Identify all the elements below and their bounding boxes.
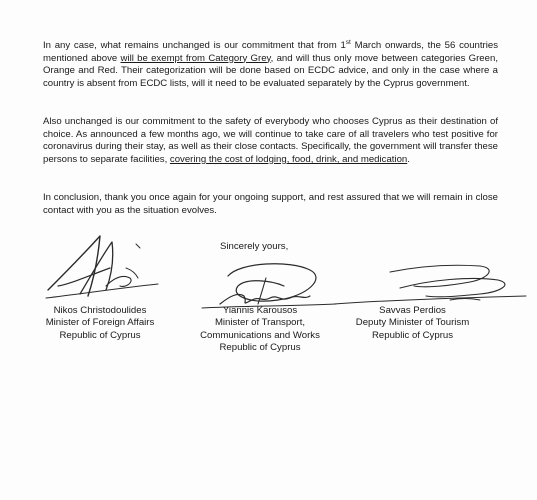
- signatory-2-name: Yiannis Karousos: [222, 305, 298, 316]
- signatory-3: [340, 305, 485, 342]
- p1-text-c: , and will thus only move between categories Green, Orange and Red. Their categorization will be done based on ECDC advice, and only in the case where a country is absent from ECDC lists, will it need to be evaluated separately by the Cyprus government.: [43, 52, 498, 89]
- paragraph-commitment: [43, 40, 498, 90]
- signatory-2-title: Minister of Transport,: [214, 317, 306, 329]
- signatory-1-country: Republic of Cyprus: [59, 329, 141, 341]
- p2-underlined: covering the cost of lodging, food, drink, and medication: [169, 153, 408, 165]
- closing-salutation: Sincerely yours,: [220, 241, 289, 252]
- signatory-3-name: Savvas Perdios: [379, 305, 446, 316]
- signatory-3-country: Republic of Cyprus: [371, 329, 454, 341]
- p1-underlined: will be exempt from Category Grey: [120, 52, 271, 64]
- signatory-2: [185, 305, 335, 355]
- signatory-1-name: Nikos Christodoulides: [53, 305, 147, 316]
- paragraph-safety: [43, 116, 498, 166]
- p1-text-b: March onwards, the 56 countries mentioned above: [43, 40, 498, 64]
- p1-superscript: st: [345, 38, 351, 46]
- p1-text-a: In any case, what remains unchanged is our commitment that from 1: [43, 40, 346, 51]
- signatory-1-title: Minister of Foreign Affairs: [45, 317, 155, 329]
- p2-text-a: Also unchanged is our commitment to the safety of everybody who chooses Cyprus as their destination of choice. As announced a few months ago, we will continue to take care of all travelers who test positive for coronavirus during their stay, as well as their close contacts. Specifically, the government will transfer these persons to separate facilities,: [43, 116, 498, 165]
- signatory-1: [30, 305, 170, 342]
- signatory-2-title-cont: Communications and Works: [200, 329, 320, 341]
- signatory-3-title: Deputy Minister of Tourism: [355, 317, 470, 329]
- signatory-2-country: Republic of Cyprus: [219, 342, 301, 354]
- paragraph-conclusion: In conclusion, thank you once again for your ongoing support, and rest assured that we will remain in close contact with you as the situation evolves.: [43, 192, 498, 216]
- p2-text-b: .: [407, 153, 410, 165]
- signature-1-image: [40, 228, 170, 308]
